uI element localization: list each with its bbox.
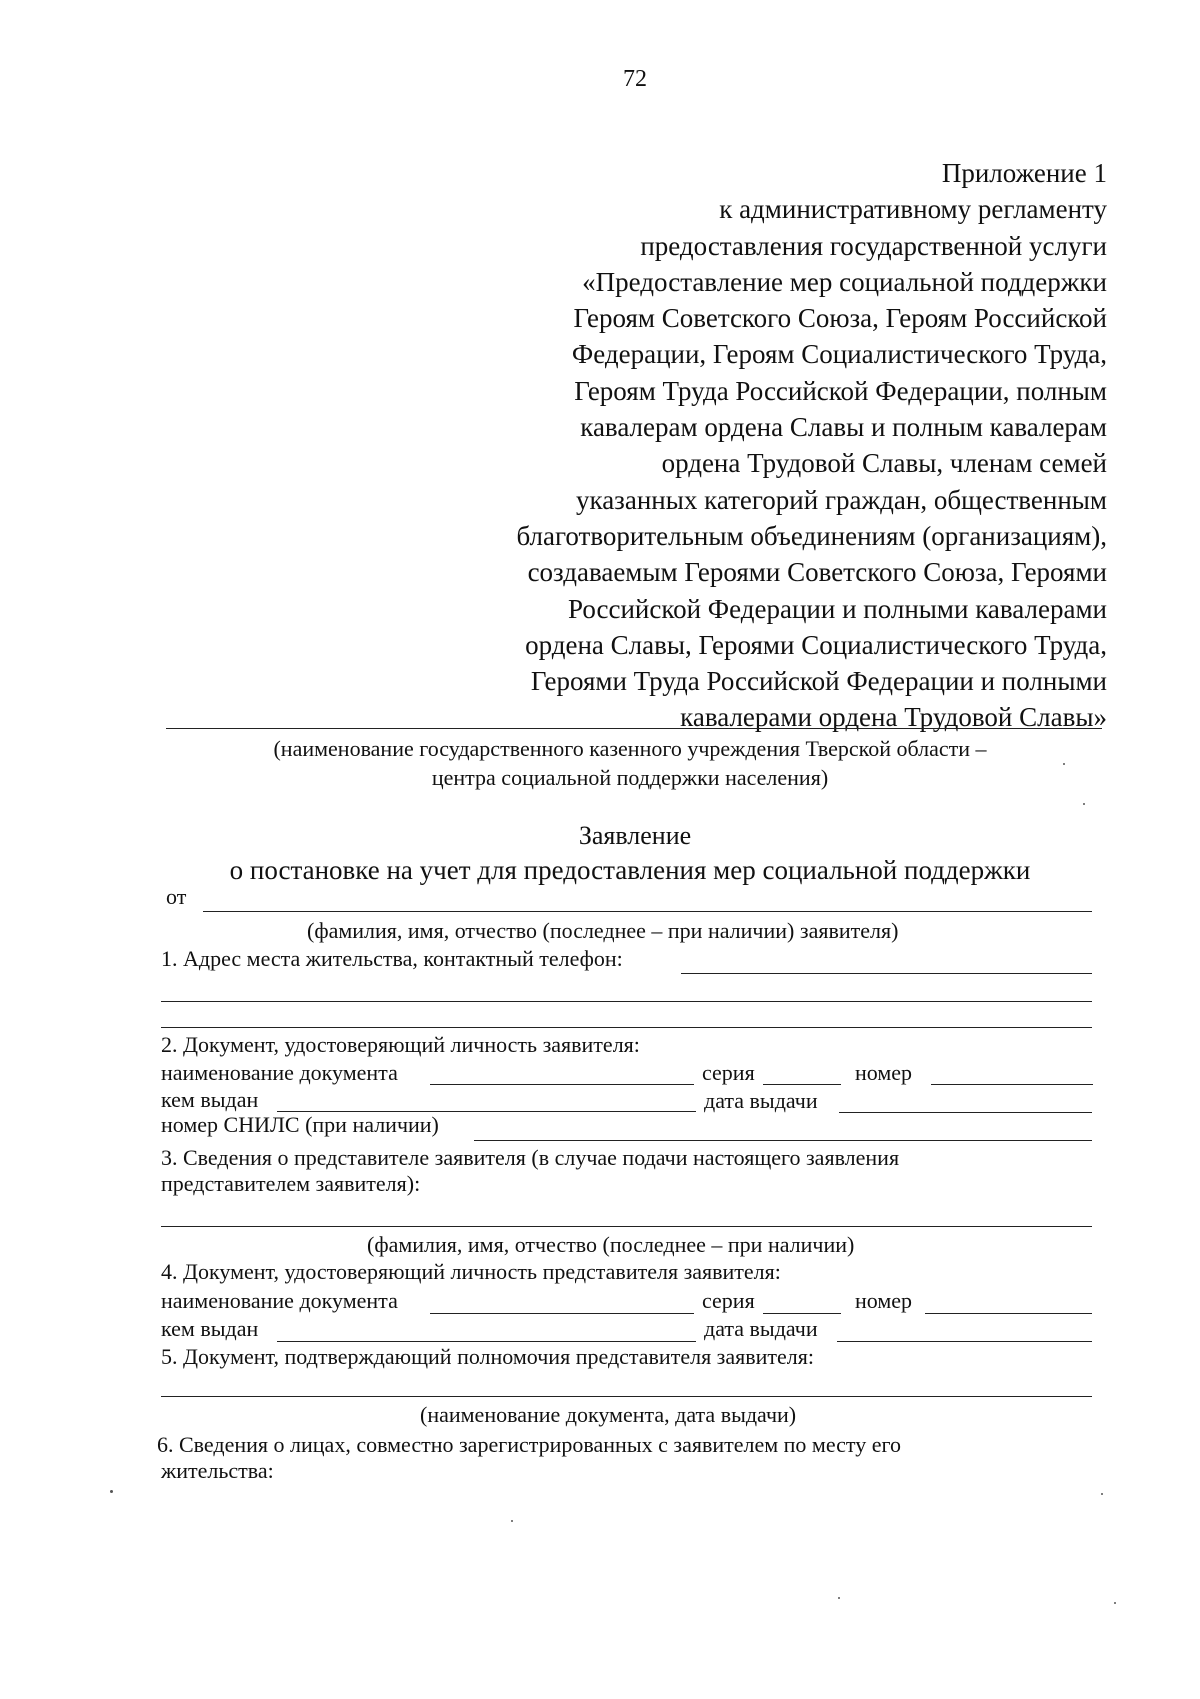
appendix-line: благотворительным объединениям (организациям), [516,520,1107,551]
snils-line[interactable] [474,1140,1092,1141]
form-subtitle: о постановке на учет для предоставления мер социальной поддержки [229,855,1031,885]
appendix-line: к административному регламенту [719,194,1107,225]
from-label: от [166,884,187,909]
scan-speck [110,1490,113,1493]
rep-series-label: серия [702,1288,755,1313]
scan-speck [1114,1602,1116,1604]
rep-doc-name-label: наименование документа [161,1288,398,1313]
section6-line-2: жительства: [161,1458,274,1483]
doc-name-label: наименование документа [161,1060,398,1085]
appendix-line: указанных категорий граждан, общественным [575,484,1107,515]
institution-name-line[interactable] [166,728,1102,729]
representative-name-line[interactable] [161,1226,1092,1227]
authority-doc-line[interactable] [161,1396,1092,1397]
appendix-line: Федерации, Героям Социалистического Труда, [571,339,1107,370]
address-line-2[interactable] [161,1001,1092,1002]
doc-name-line[interactable] [430,1084,694,1085]
rep-issue-date-line[interactable] [837,1341,1092,1342]
institution-caption [0,734,1200,792]
scan-speck [1101,1493,1103,1495]
section2-heading: 2. Документ, удостоверяющий личность заявителя: [161,1032,640,1057]
appendix-header [516,155,1107,736]
appendix-line: предоставления государственной услуги [640,230,1107,261]
section1-label: 1. Адрес места жительства, контактный телефон: [161,946,623,971]
issued-by-label: кем выдан [161,1087,259,1112]
section3-line-1: 3. Сведения о представителе заявителя (в случае подачи настоящего заявления [161,1145,900,1170]
issue-date-label: дата выдачи [704,1088,818,1113]
section5-heading: 5. Документ, подтверждающий полномочия представителя заявителя: [161,1344,815,1369]
applicant-name-caption: (фамилия, имя, отчество (последнее – при наличии) заявителя) [307,918,899,943]
section3-line-2: представителем заявителя): [161,1171,421,1196]
appendix-line: создаваемым Героями Советского Союза, Героями [527,557,1107,588]
representative-name-caption: (фамилия, имя, отчество (последнее – при наличии) [367,1232,855,1257]
scan-speck [1063,763,1065,765]
rep-issued-by-line[interactable] [277,1341,696,1342]
number-label: номер [855,1060,913,1085]
number-line[interactable] [931,1084,1093,1085]
appendix-line: Героям Советского Союза, Героям Российской [573,303,1107,334]
authority-doc-caption: (наименование документа, дата выдачи) [420,1402,797,1427]
appendix-line: кавалерам ордена Славы и полным кавалерам [580,412,1107,443]
rep-number-label: номер [855,1288,913,1313]
rep-series-line[interactable] [763,1313,841,1314]
form-title: Заявление [578,821,692,850]
series-label: серия [702,1060,755,1085]
rep-issued-by-label: кем выдан [161,1316,259,1341]
snils-label: номер СНИЛС (при наличии) [161,1112,439,1137]
appendix-line: «Предоставление мер социальной поддержки [582,266,1107,297]
appendix-line: Героям Труда Российской Федерации, полным [574,375,1107,406]
appendix-line: Героями Труда Российской Федерации и полными [530,666,1107,697]
rep-number-line[interactable] [925,1313,1092,1314]
section6-line-1: 6. Сведения о лицах, совместно зарегистрированных с заявителем по месту его [157,1432,901,1457]
institution-caption-line: центра социальной поддержки населения) [431,765,829,790]
rep-issue-date-label: дата выдачи [704,1316,818,1341]
page-number: 72 [623,66,647,92]
address-line-1[interactable] [681,973,1092,974]
appendix-line: Российской Федерации и полными кавалерами [568,593,1107,624]
scan-speck [511,1520,513,1522]
appendix-line: Приложение 1 [941,158,1107,188]
issue-date-line[interactable] [839,1112,1092,1113]
section4-heading: 4. Документ, удостоверяющий личность представителя заявителя: [161,1259,781,1284]
rep-doc-name-line[interactable] [430,1313,694,1314]
scan-speck [838,1597,840,1599]
applicant-name-line[interactable] [203,911,1092,912]
institution-caption-line: (наименование государственного казенного учреждения Тверской области – [273,736,987,761]
series-line[interactable] [763,1084,841,1085]
appendix-line: ордена Трудовой Славы, членам семей [661,448,1107,479]
address-line-3[interactable] [161,1027,1092,1028]
scan-speck [1083,803,1085,805]
appendix-line: кавалерами ордена Трудовой Славы» [680,702,1107,733]
appendix-line: ордена Славы, Героями Социалистического Труда, [525,629,1107,660]
